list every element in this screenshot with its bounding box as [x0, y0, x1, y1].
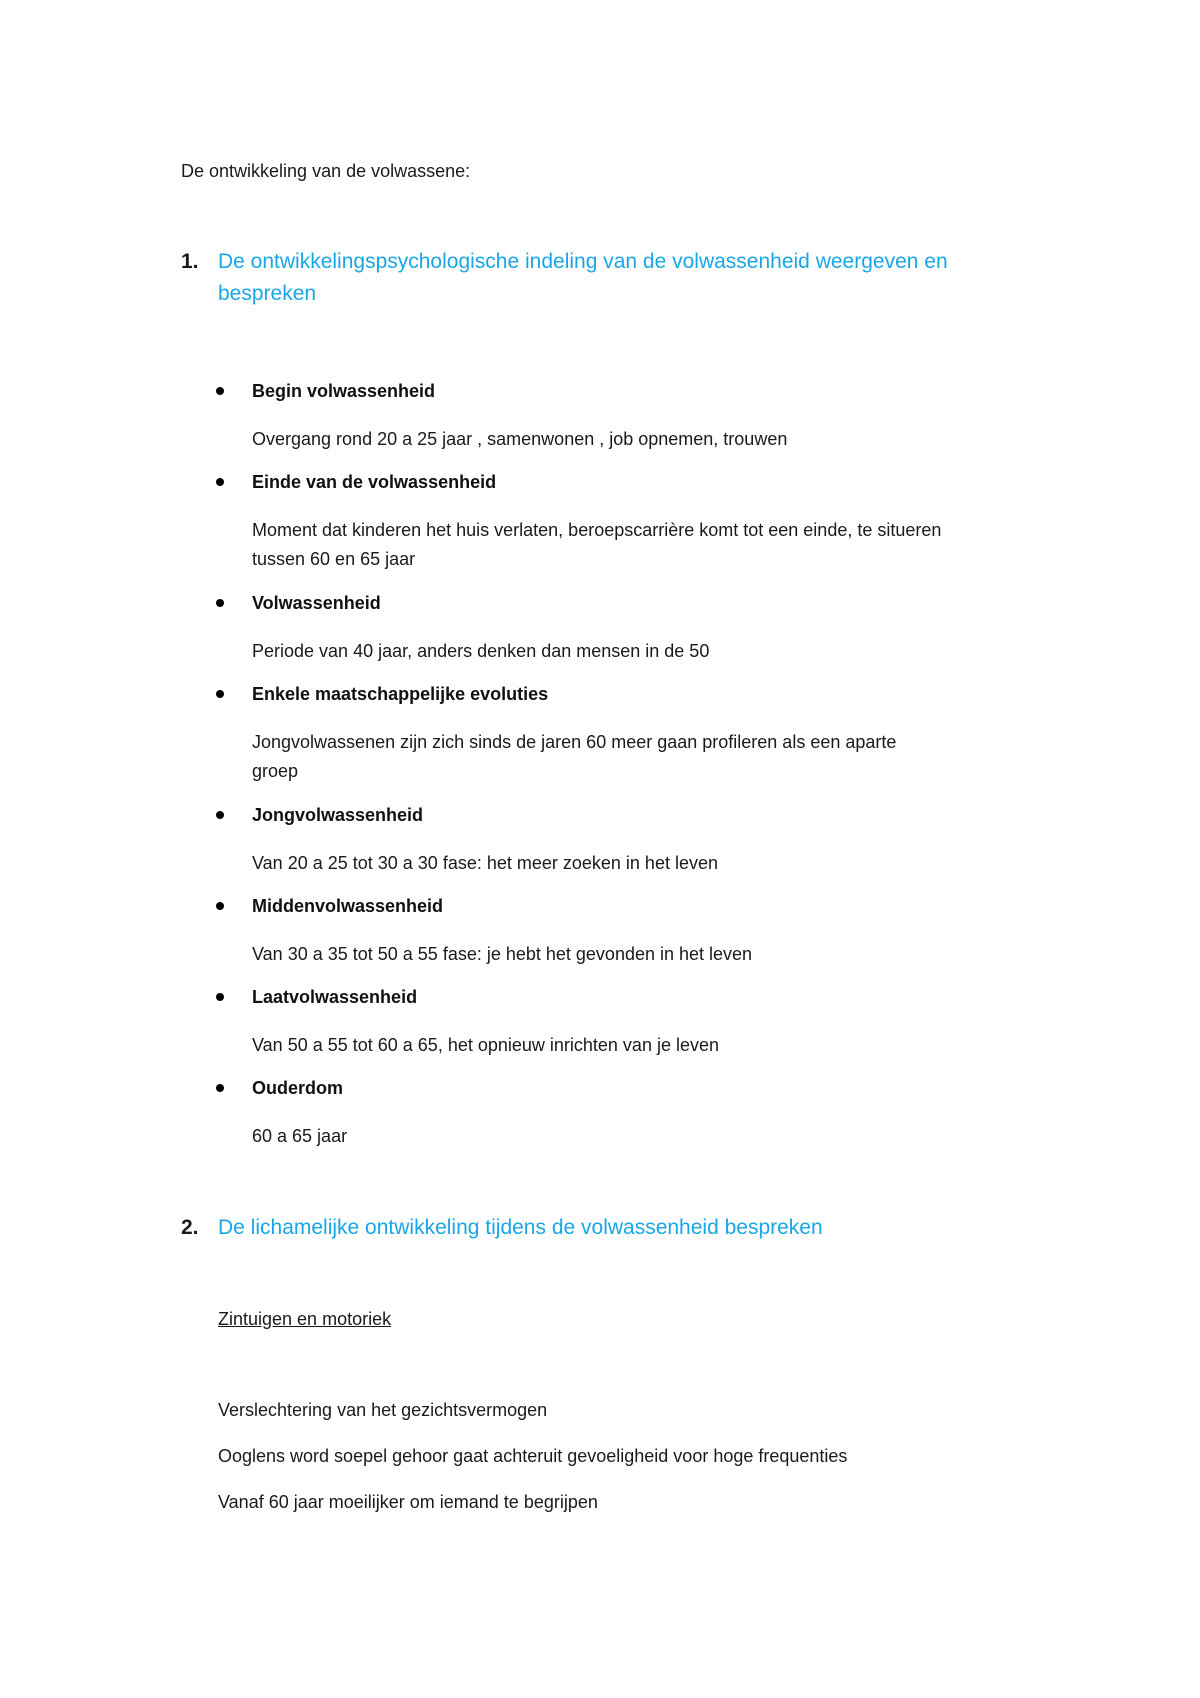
section-1-number: 1.	[181, 250, 199, 273]
list-item	[252, 804, 972, 878]
list-item	[252, 471, 972, 574]
bullet-icon	[216, 478, 224, 486]
list-item	[252, 986, 972, 1060]
list-item-label: Jongvolwassenheid	[252, 805, 424, 825]
list-item-description: Van 50 a 55 tot 60 a 65, het opnieuw inrichten van je leven	[252, 1035, 719, 1055]
list-item-description: Van 30 a 35 tot 50 a 55 fase: je hebt het gevonden in het leven	[252, 944, 753, 964]
list-item-description: Moment dat kinderen het huis verlaten, beroepscarrière komt tot een einde, te situeren tussen 60 en 65 jaar	[252, 520, 942, 569]
document-title: De ontwikkeling van de volwassene:	[181, 161, 471, 181]
list-item-label: Begin volwassenheid	[252, 381, 436, 401]
list-item-label: Ouderdom	[252, 1078, 344, 1098]
paragraph: Ooglens word soepel gehoor gaat achteruit gevoeligheid voor hoge frequenties	[218, 1446, 848, 1466]
list-item	[252, 380, 972, 454]
bullet-icon	[216, 993, 224, 1001]
bullet-icon	[216, 902, 224, 910]
section-2-title: De lichamelijke ontwikkeling tijdens de volwassenheid bespreken	[218, 1216, 823, 1239]
list-item	[252, 683, 972, 786]
bullet-icon	[216, 387, 224, 395]
list-item	[252, 895, 972, 969]
section-2-heading	[181, 1212, 1001, 1244]
list-item-label: Laatvolwassenheid	[252, 987, 418, 1007]
section-2-number: 2.	[181, 1216, 199, 1239]
list-item-description: Overgang rond 20 a 25 jaar , samenwonen , job opnemen, trouwen	[252, 429, 788, 449]
section-1-title: De ontwikkelingspsychologische indeling van de volwassenheid weergeven en bespreken	[218, 250, 948, 305]
paragraph: Verslechtering van het gezichtsvermogen	[218, 1400, 548, 1420]
list-item-description: Van 20 a 25 tot 30 a 30 fase: het meer zoeken in het leven	[252, 853, 718, 873]
list-item-label: Volwassenheid	[252, 593, 381, 613]
paragraph: Vanaf 60 jaar moeilijker om iemand te begrijpen	[218, 1492, 598, 1512]
list-item-label: Enkele maatschappelijke evoluties	[252, 684, 549, 704]
list-item-label: Einde van de volwassenheid	[252, 472, 497, 492]
section-1-heading	[181, 246, 1001, 310]
section-2-subheading: Zintuigen en motoriek	[218, 1309, 392, 1329]
list-item-label: Middenvolwassenheid	[252, 896, 444, 916]
bullet-icon	[216, 811, 224, 819]
list-item-description: Periode van 40 jaar, anders denken dan mensen in de 50	[252, 641, 710, 661]
bullet-icon	[216, 690, 224, 698]
bullet-icon	[216, 599, 224, 607]
list-item-description: 60 a 65 jaar	[252, 1126, 348, 1146]
list-item-description: Jongvolwassenen zijn zich sinds de jaren 60 meer gaan profileren als een aparte groep	[252, 732, 897, 781]
bullet-icon	[216, 1084, 224, 1092]
list-item	[252, 1077, 972, 1151]
list-item	[252, 592, 972, 666]
